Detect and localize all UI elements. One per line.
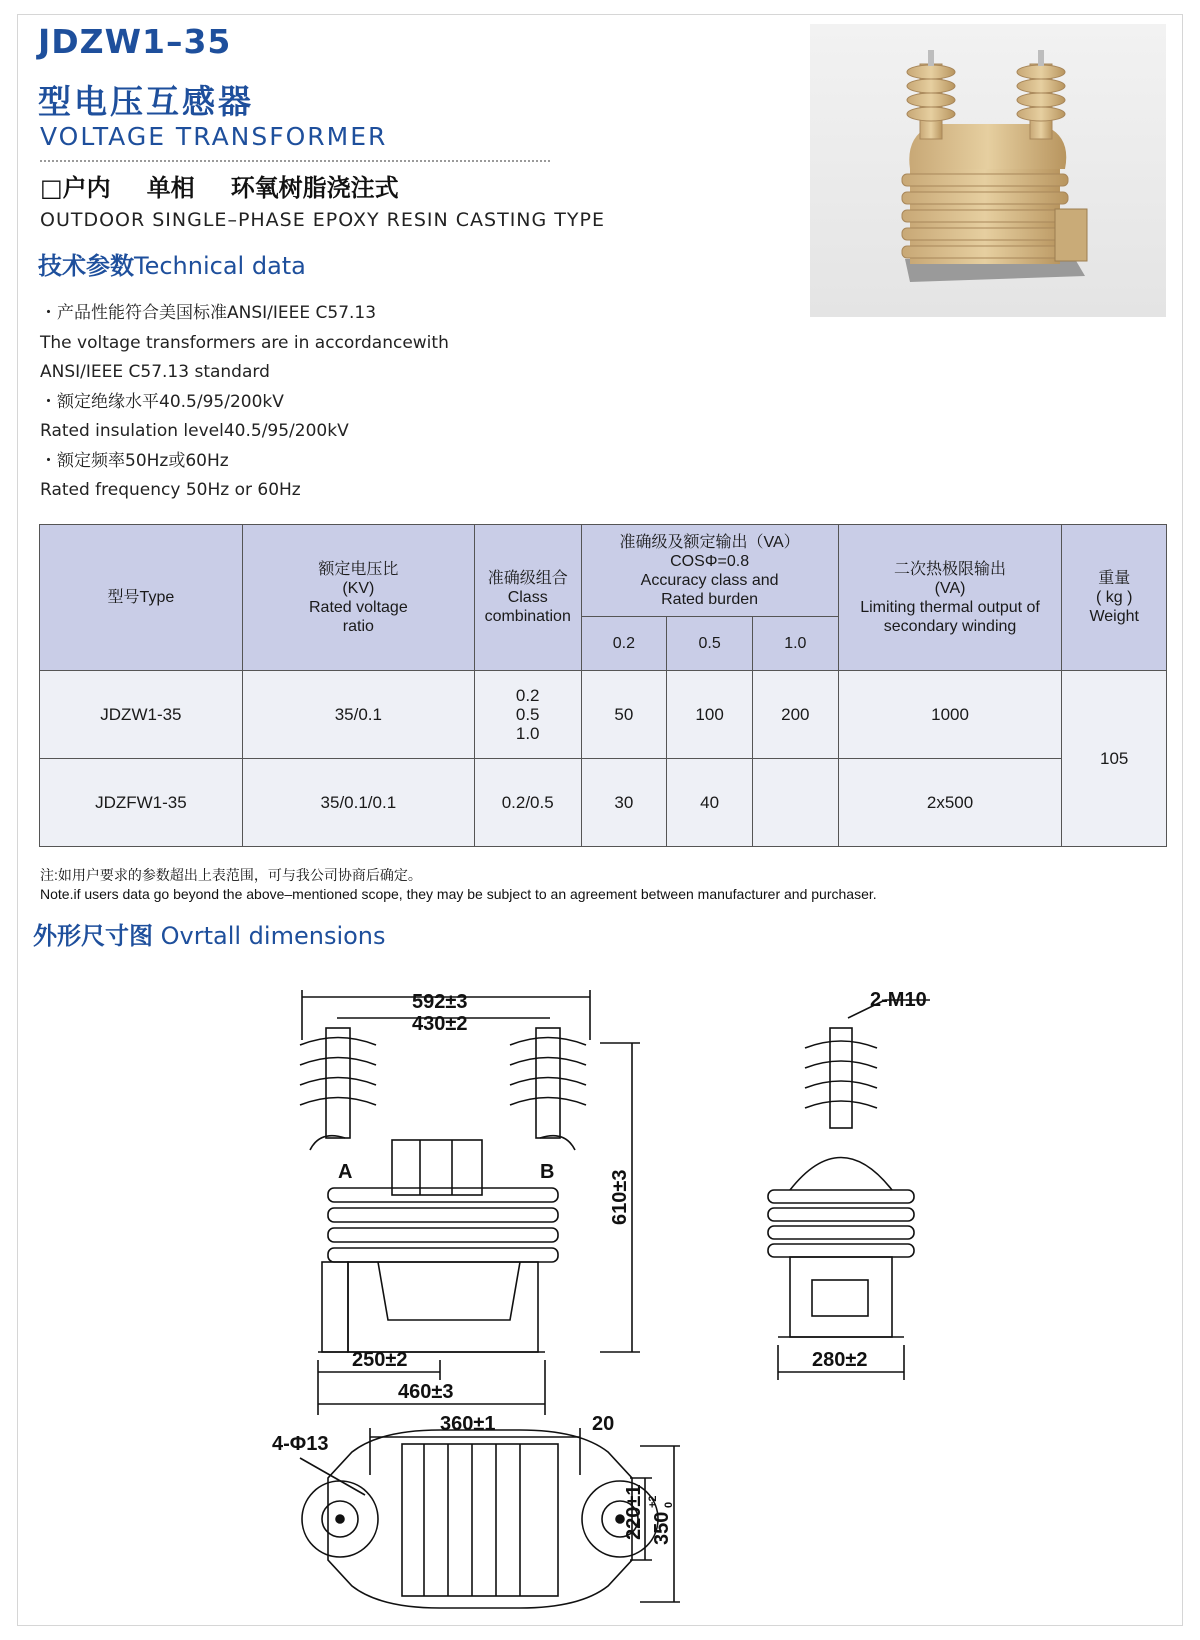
subtitle-cn-3: 环氧树脂浇注式 <box>230 174 399 202</box>
cell-burden-05: 40 <box>667 759 753 847</box>
cell-weight: 105 <box>1062 671 1167 847</box>
spec-line: ・产品性能符合美国标准ANSI/IEEE C57.13 <box>40 303 377 323</box>
dim-280: 280±2 <box>812 1349 868 1371</box>
header-weight-unit: ( kg ) <box>1095 589 1133 606</box>
dim-350-tol-lower: 0 <box>663 1501 675 1508</box>
header-class-cn: 准确级组合 <box>487 570 568 587</box>
cell-burden-10: 200 <box>752 671 838 759</box>
cell-class-line: 0.5 <box>515 705 540 724</box>
product-title-cn: 型电压互感器 <box>38 82 254 121</box>
header-burden-02: 0.2 <box>581 617 667 671</box>
header-thermal-unit: (VA) <box>934 579 966 597</box>
dim-360: 360±1 <box>440 1413 496 1435</box>
dim-m10: 2-M10 <box>870 989 927 1011</box>
header-burden-cos: COSΦ=0.8 <box>670 552 750 570</box>
product-title-en: VOLTAGE TRANSFORMER <box>40 122 388 151</box>
dim-350-tol-upper: +2 <box>647 1495 659 1508</box>
label-a: A <box>338 1161 353 1183</box>
dim-430: 430±2 <box>412 1013 468 1035</box>
spec-line: The voltage transformers are in accordancewith <box>40 332 449 353</box>
spec-line: Rated insulation level40.5/95/200kV <box>40 421 349 441</box>
header-thermal-en: Limiting thermal output of <box>860 598 1040 616</box>
cell-class-line: 0.2 <box>515 686 540 705</box>
cell-burden-02: 50 <box>581 671 667 759</box>
label-b: B <box>540 1161 555 1183</box>
note-en: Note.if users data go beyond the above–mentioned scope, they may be subject to an agreement between manufacturer and purchaser. <box>40 886 877 902</box>
cell-burden-05: 100 <box>667 671 753 759</box>
model-title: JDZW1–35 <box>38 22 232 61</box>
cell-type: JDZFW1-35 <box>40 759 243 847</box>
header-thermal-cn: 二次热极限输出 <box>894 560 1007 578</box>
spec-line: ・额定绝缘水平40.5/95/200kV <box>40 391 284 412</box>
dim-20: 20 <box>592 1413 615 1435</box>
subtitle-en: OUTDOOR SINGLE–PHASE EPOXY RESIN CASTING TYPE <box>40 209 605 231</box>
header-voltage-en2: ratio <box>342 617 374 635</box>
dim-460: 460±3 <box>398 1381 454 1403</box>
header-burden-10: 1.0 <box>752 617 838 671</box>
cell-voltage: 35/0.1/0.1 <box>242 759 474 847</box>
header-burden-en: Accuracy class and <box>640 571 779 589</box>
cell-burden-02: 30 <box>581 759 667 847</box>
dim-heading-en: Ovrtall dimensions <box>160 922 386 950</box>
spec-line: Rated frequency 50Hz or 60Hz <box>40 480 301 500</box>
note-cn: 注:如用户要求的参数超出上表范围，可与我公司协商后确定。 <box>40 867 422 883</box>
dim-592: 592±3 <box>412 991 468 1013</box>
cell-voltage: 35/0.1 <box>242 671 474 759</box>
header-type: 型号Type <box>40 525 243 671</box>
header-burden-05: 0.5 <box>667 617 753 671</box>
header-class-en: Class <box>507 589 548 606</box>
dim-hole: 4-Φ13 <box>272 1433 329 1455</box>
subtitle-cn-1: □户内 <box>40 174 111 202</box>
header-voltage-cn: 额定电压比 <box>318 560 399 578</box>
header-voltage-en: Rated voltage <box>308 598 408 616</box>
cell-thermal: 2x500 <box>838 759 1062 847</box>
dim-heading-cn: 外形尺寸图 <box>33 922 153 950</box>
header-burden-cn: 准确级及额定输出（VA） <box>619 533 800 551</box>
header-voltage-unit: (KV) <box>342 579 375 597</box>
side-view-drawing <box>768 1000 930 1380</box>
dim-250: 250±2 <box>352 1349 408 1371</box>
cell-class-line: 1.0 <box>515 724 540 743</box>
header-weight-en: Weight <box>1089 608 1139 625</box>
header-class-en2: combination <box>484 608 571 625</box>
subtitle-cn-2: 单相 <box>146 174 195 202</box>
dim-220: 220±1 <box>623 1484 645 1540</box>
dim-610: 610±3 <box>609 1169 631 1225</box>
header-weight-cn: 重量 <box>1098 570 1131 587</box>
header-burden-en2: Rated burden <box>661 590 759 608</box>
header-thermal-en2: secondary winding <box>883 617 1017 635</box>
spec-line: ANSI/IEEE C57.13 standard <box>40 362 270 382</box>
cell-thermal: 1000 <box>838 671 1062 759</box>
front-view-drawing <box>300 990 640 1415</box>
cell-type: JDZW1-35 <box>40 671 243 759</box>
tech-heading-en: Technical data <box>134 252 306 280</box>
spec-line: ・额定频率50Hz或60Hz <box>40 450 229 471</box>
cell-class: 0.2/0.5 <box>474 759 581 847</box>
tech-heading-cn: 技术参数 <box>38 252 134 280</box>
dim-350: 350 <box>651 1511 673 1545</box>
